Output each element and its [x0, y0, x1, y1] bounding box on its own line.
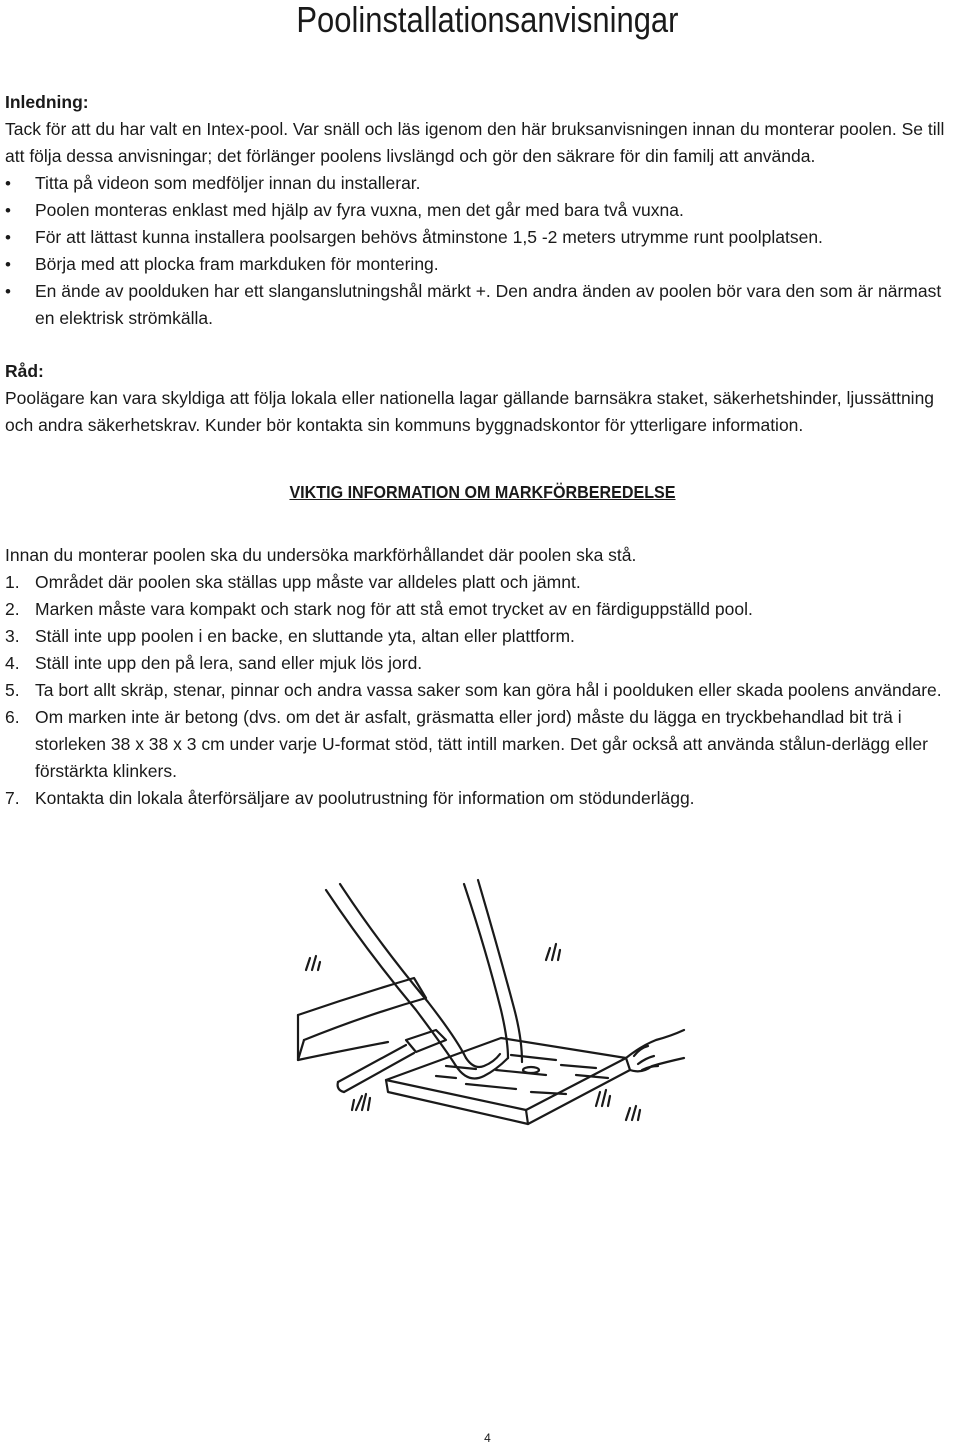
- step-number: 5.: [5, 680, 20, 700]
- bullet-item: • Poolen monteras enklast med hjälp av fyra vuxna, men det går med bara två vuxna.: [5, 197, 960, 224]
- step-item: [5, 650, 960, 677]
- pool-leg-on-wood-block-illustration: [296, 870, 686, 1135]
- bullet-item: • Börja med att plocka fram markduken för montering.: [5, 251, 960, 278]
- step-text: Ställ inte upp den på lera, sand eller mjuk lös jord.: [35, 653, 423, 673]
- advice-paragraph: Poolägare kan vara skyldiga att följa lokala eller nationella lagar gällande barnsäkra staket, säkerhetshinder, ljussättning och andra säkerhetskrav. Kunder bör kontakta sin kommuns byggnadskontor för ytterligare information.: [5, 388, 935, 435]
- ground-prep-heading: VIKTIG INFORMATION OM MARKFÖRBEREDELSE: [289, 482, 676, 502]
- advice-heading: Råd:: [5, 361, 44, 381]
- bullet-item: • Titta på videon som medföljer innan du installerar.: [5, 170, 960, 197]
- step-text: Ta bort allt skräp, stenar, pinnar och andra vassa saker som kan göra hål i poolduken eller skada poolens användare.: [35, 680, 942, 700]
- step-text: Marken måste vara kompakt och stark nog för att stå emot trycket av en färdiguppställd pool.: [35, 599, 753, 619]
- step-text: Området där poolen ska ställas upp måste var alldeles platt och jämnt.: [35, 572, 581, 592]
- ground-prep-intro: Innan du monterar poolen ska du undersöka markförhållandet där poolen ska stå.: [5, 545, 637, 565]
- main-content: [5, 89, 960, 812]
- step-number: 4.: [5, 653, 20, 673]
- step-number: 2.: [5, 599, 20, 619]
- intro-heading: Inledning:: [5, 92, 89, 112]
- intro-paragraph: Tack för att du har valt en Intex-pool. Var snäll och läs igenom den här bruksanvisningen innan du monterar poolen. Se till att följa dessa anvisningar; det förlänger poolens livslängd och gör den säkrare för din familj att använda.: [5, 119, 945, 166]
- bullet-item: • En ände av poolduken har ett slanganslutningshål märkt +. Den andra änden av poolen bör vara den som är närmast en elektrisk strömkälla.: [5, 278, 960, 332]
- step-item: [5, 623, 960, 650]
- step-number: 6.: [5, 707, 20, 727]
- intro-bullet-list: [5, 170, 960, 332]
- bullet-item: • För att lättast kunna installera poolsargen behövs åtminstone 1,5 -2 meters utrymme runt poolplatsen.: [5, 224, 960, 251]
- step-text: Kontakta din lokala återförsäljare av poolutrustning för information om stödunderlägg.: [35, 788, 695, 808]
- step-item: [5, 569, 960, 596]
- step-item: [5, 785, 960, 812]
- step-text: Ställ inte upp poolen i en backe, en sluttande yta, altan eller plattform.: [35, 626, 575, 646]
- page-number: 4: [484, 1431, 491, 1445]
- step-item: [5, 704, 960, 785]
- step-item: [5, 677, 960, 704]
- step-item: [5, 596, 960, 623]
- step-number: 3.: [5, 626, 20, 646]
- page-title: Poolinstallationsanvisningar: [296, 0, 679, 40]
- step-number: 1.: [5, 572, 20, 592]
- ground-prep-steps: [5, 569, 960, 812]
- step-number: 7.: [5, 788, 20, 808]
- step-text: Om marken inte är betong (dvs. om det är asfalt, gräsmatta eller jord) måste du lägga en tryckbehandlad bit trä i storleken 38 x 38 x 3 cm under varje U-format stöd, tätt intill marken. Det går också att använda stålun-derlägg eller förstärkta klinkers.: [35, 707, 928, 781]
